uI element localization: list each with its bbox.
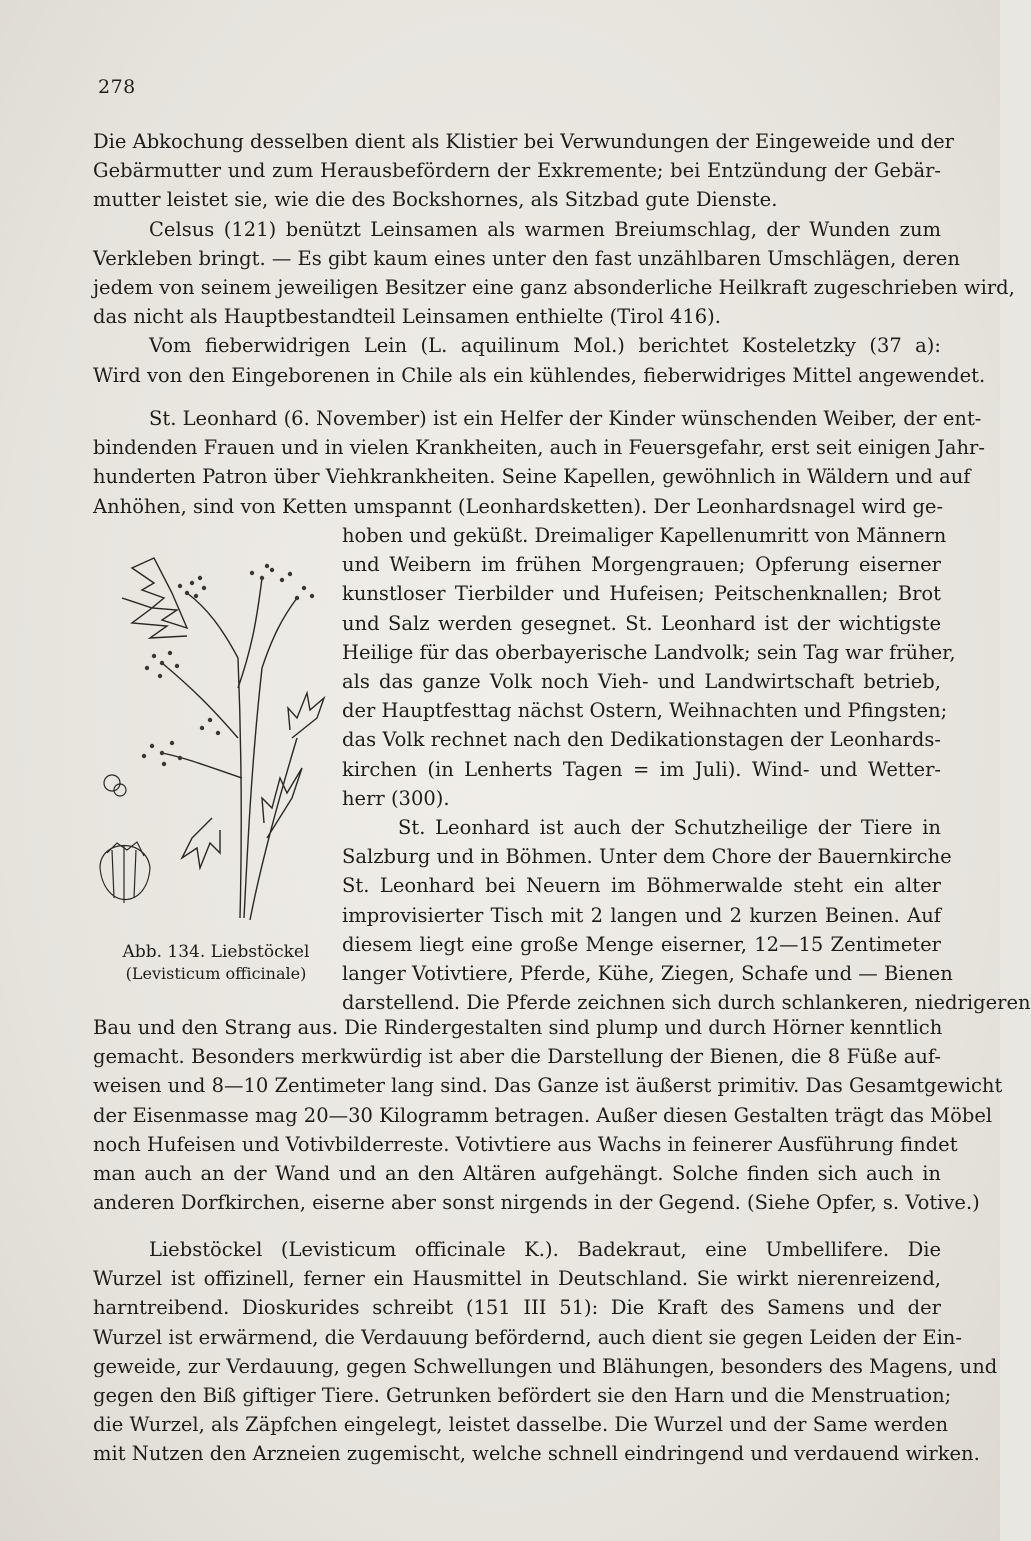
text-line: Wurzel ist erwärmend, die Verdauung befördernd, auch dient sie gegen Leiden der Ein-: [93, 1325, 962, 1349]
text-line: Gebärmutter und zum Herausbefördern der Exkremente; bei Entzündung der Gebär-: [93, 159, 941, 183]
text-line: das Volk rechnet nach den Dedikationstagen der Leonhards-: [342, 728, 941, 752]
text-line: hunderten Patron über Viehkrankheiten. Seine Kapellen, gewöhnlich in Wäldern und auf: [93, 465, 971, 489]
text-line: Wird von den Eingeborenen in Chile als ein kühlendes, fieberwidriges Mittel angewendet.: [93, 363, 986, 387]
text-line: Vom fieberwidrigen Lein (L. aquilinum Mol.) berichtet Kosteletzky (37 a):: [149, 334, 941, 358]
text-line: darstellend. Die Pferde zeichnen sich durch schlankeren, niedrigeren: [342, 991, 1031, 1015]
text-line: kunstloser Tierbilder und Hufeisen; Peitschenknallen; Brot: [342, 582, 941, 606]
text-line: bindenden Frauen und in vielen Krankheiten, auch in Feuersgefahr, erst seit einigen Jahr-: [93, 436, 985, 460]
text-line: die Wurzel, als Zäpfchen eingelegt, leistet dasselbe. Die Wurzel und der Same werden: [93, 1413, 949, 1437]
text-line: Celsus (121) benützt Leinsamen als warmen Breiumschlag, der Wunden zum: [149, 217, 941, 241]
text-line: gegen den Biß giftiger Tiere. Getrunken befördert sie den Harn und die Menstruation;: [93, 1384, 952, 1407]
text-line: langer Votivtiere, Pferde, Kühe, Ziegen, Schafe und — Bienen: [342, 962, 953, 985]
text-line: und Salz werden gesegnet. St. Leonhard ist der wichtigste: [342, 611, 941, 635]
text-line: Salzburg und in Böhmen. Unter dem Chore der Bauernkirche: [342, 845, 952, 869]
text-line: Die Abkochung desselben dient als Klistier bei Verwundungen der Eingeweide und der: [93, 130, 954, 153]
text-line: kirchen (in Lenherts Tagen = im Juli). Wind- und Wetter-: [342, 757, 941, 781]
text-line: gemacht. Besonders merkwürdig ist aber die Darstellung der Bienen, die 8 Füße auf-: [93, 1045, 941, 1069]
text-line: Liebstöckel (Levisticum officinale K.). Badekraut, eine Umbellifere. Die: [149, 1238, 941, 1261]
text-line: anderen Dorfkirchen, eiserne aber sonst nirgends in der Gegend. (Siehe Opfer, s. Votive.): [93, 1191, 980, 1215]
text-line: diesem liegt eine große Menge eiserner, 12—15 Zentimeter: [342, 932, 941, 956]
text-line: der Hauptfesttag nächst Ostern, Weihnachten und Pfingsten;: [342, 699, 948, 723]
text-line: und Weibern im frühen Morgengrauen; Opferung eiserner: [342, 553, 941, 577]
text-line: St. Leonhard ist auch der Schutzheilige der Tiere in: [398, 816, 941, 839]
text-line: hoben und geküßt. Dreimaliger Kapellenumritt von Männern: [342, 524, 947, 547]
figure-caption-title: Abb. 134. Liebstöckel: [122, 942, 310, 962]
text-line: geweide, zur Verdauung, gegen Schwellungen und Blähungen, besonders des Magens, und: [93, 1354, 998, 1378]
text-line: als das ganze Volk noch Vieh- und Landwirtschaft betrieb,: [342, 670, 941, 693]
text-line: St. Leonhard bei Neuern im Böhmerwalde steht ein alter: [342, 874, 941, 898]
text-line: mutter leistet sie, wie die des Bockshornes, als Sitzbad gute Dienste.: [93, 188, 778, 212]
text-line: improvisierter Tisch mit 2 langen und 2 kurzen Beinen. Auf: [342, 903, 941, 927]
text-line: der Eisenmasse mag 20—30 Kilogramm betragen. Außer diesen Gestalten trägt das Möbel: [93, 1103, 993, 1127]
figure-caption-latin: (Levisticum officinale): [125, 964, 307, 983]
text-line: Bau und den Strang aus. Die Rindergestalten sind plump und durch Hörner kenntlich: [93, 1016, 943, 1039]
text-line: Heilige für das oberbayerische Landvolk; sein Tag war früher,: [342, 640, 956, 664]
text-line: herr (300).: [342, 786, 450, 810]
text-line: weisen und 8—10 Zentimeter lang sind. Das Ganze ist äußerst primitiv. Das Gesamtgewicht: [93, 1074, 1003, 1098]
text-line: Wurzel ist offizinell, ferner ein Hausmittel in Deutschland. Sie wirkt nierenreizend,: [93, 1267, 941, 1291]
text-line: Anhöhen, sind von Ketten umspannt (Leonhardsketten). Der Leonhardsnagel wird ge-: [93, 494, 944, 518]
lovage-plant-illustration: [92, 538, 330, 938]
text-line: St. Leonhard (6. November) ist ein Helfer der Kinder wünschenden Weiber, der ent-: [149, 407, 982, 430]
text-line: man auch an der Wand und an den Altären aufgehängt. Solche finden sich auch in: [93, 1162, 941, 1185]
text-line: mit Nutzen den Arzneien zugemischt, welche schnell eindringend und verdauend wirken.: [93, 1442, 980, 1466]
text-line: noch Hufeisen und Votivbilderreste. Votivtiere aus Wachs in feinerer Ausführung findet: [93, 1132, 958, 1156]
text-line: jedem von seinem jeweiligen Besitzer eine ganz absonderliche Heilkraft zugeschrieben wird,: [93, 276, 1015, 299]
text-line: Verkleben bringt. — Es gibt kaum eines unter den fast unzählbaren Umschlägen, deren: [93, 246, 960, 270]
text-line: das nicht als Hauptbestandteil Leinsamen enthielte (Tirol 416).: [93, 305, 721, 329]
page-number: 278: [98, 76, 136, 98]
text-line: harntreibend. Dioskurides schreibt (151 III 51): Die Kraft des Samens und der: [93, 1296, 941, 1320]
